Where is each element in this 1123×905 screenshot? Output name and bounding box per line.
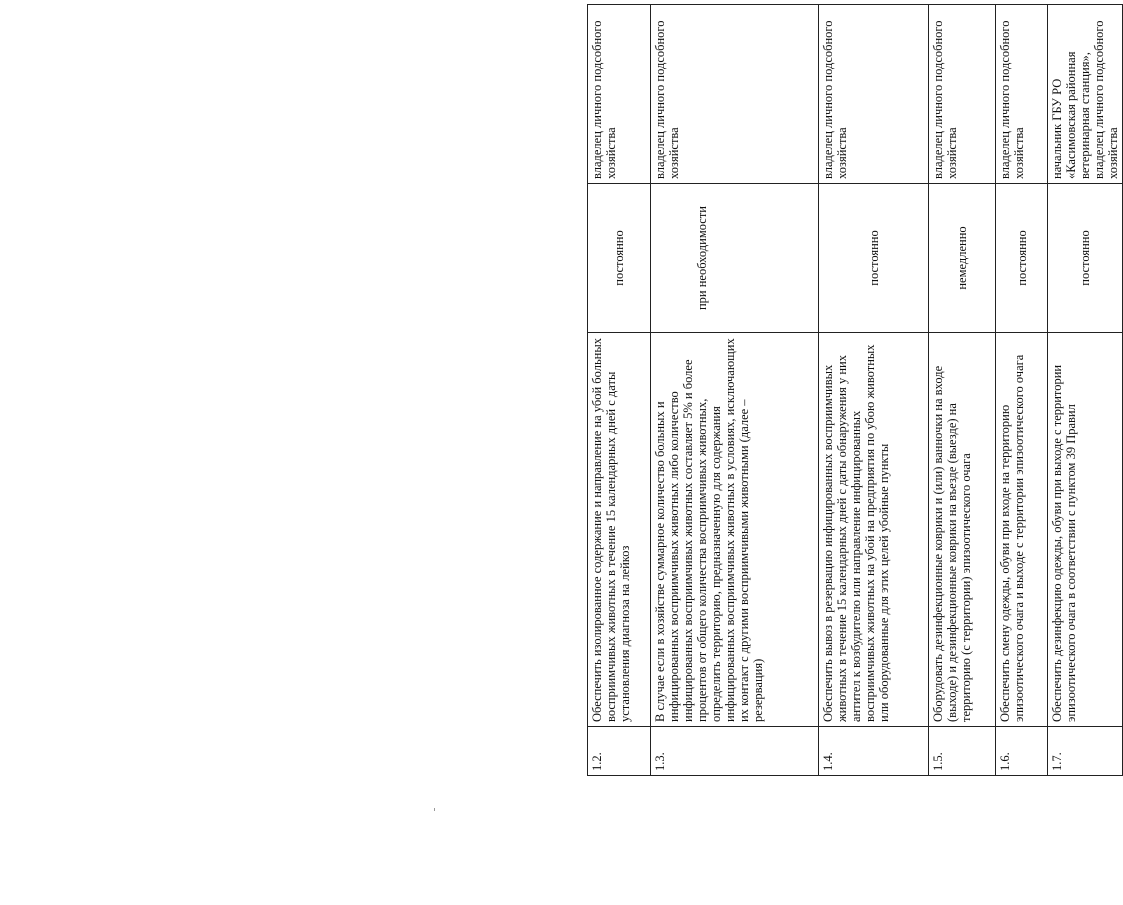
row-term: немедленно — [929, 184, 996, 333]
table-row — [1048, 5, 1123, 776]
row-action: В случае если в хозяйстве суммарное количество больных и инфицированных восприимчивых животных либо количество инфицированных восприимчивых животных составляет 5% и более процентов от общего количества восприимчивых животных, определить территорию, предназначенную для содержания инфицированных восприимчивых животных в условиях, исключающих их контакт с другими восприимчивыми животными (далее – резервация) — [651, 333, 819, 727]
table-row — [819, 5, 929, 776]
row-action: Обеспечить дезинфекцию одежды, обуви при выходе с территории эпизоотического очага в соответствии с пунктом 39 Правил — [1048, 333, 1123, 727]
row-number: 1.6. — [996, 727, 1048, 776]
row-term: постоянно — [1048, 184, 1123, 333]
row-action: Обеспечить изолированное содержание и направление на убой больных восприимчивых животных в течение 15 календарных дней с даты установления диагноза на лейкоз — [588, 333, 651, 727]
row-number: 1.5. — [929, 727, 996, 776]
row-number: 1.2. — [588, 727, 651, 776]
table-row — [996, 5, 1048, 776]
row-number: 1.7. — [1048, 727, 1123, 776]
table-row — [929, 5, 996, 776]
row-term: постоянно — [996, 184, 1048, 333]
row-term: при необходимости — [651, 184, 819, 333]
row-action: Оборудовать дезинфекционные коврики и (или) ванночки на входе (выходе) и дезинфекционные коврики на въезде (выезде) на территорию (с территории) эпизоотического очага — [929, 333, 996, 727]
row-term: постоянно — [588, 184, 651, 333]
row-term: постоянно — [819, 184, 929, 333]
row-responsible: владелец личного подсобного хозяйства — [588, 5, 651, 184]
row-number: 1.3. — [651, 727, 819, 776]
scan-speck — [434, 808, 435, 811]
row-responsible: владелец личного подсобного хозяйства — [819, 5, 929, 184]
row-responsible: владелец личного подсобного хозяйства — [996, 5, 1048, 184]
row-responsible: начальник ГБУ РО «Касимовская районная ветеринарная станция», владелец личного подсобного хозяйства — [1048, 5, 1123, 184]
row-responsible: владелец личного подсобного хозяйства — [929, 5, 996, 184]
table-row — [651, 5, 819, 776]
row-responsible: владелец личного подсобного хозяйства — [651, 5, 819, 184]
measures-table-wrapper — [587, 20, 1120, 776]
row-number: 1.4. — [819, 727, 929, 776]
measures-table — [587, 4, 1123, 776]
row-action: Обеспечить смену одежды, обуви при входе на территорию эпизоотического очага и выходе с территории эпизоотического очага — [996, 333, 1048, 727]
table-row — [588, 5, 651, 776]
row-action: Обеспечить вывоз в резервацию инфицированных восприимчивых животных в течение 15 календарных дней с даты обнаружения у них антител к возбудителю или направление инфицированных восприимчивых животных на убой на предприятия по убою животных или оборудованные для этих целей убойные пункты — [819, 333, 929, 727]
